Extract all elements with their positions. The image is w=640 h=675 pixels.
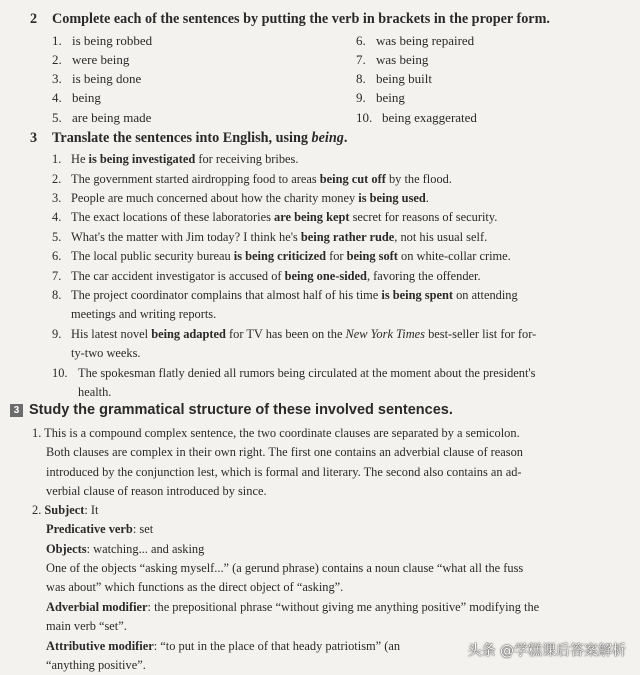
study-section-heading: 3 Study the grammatical structure of these involved sentences. bbox=[10, 402, 453, 418]
explanation-line: was about” which functions as the direct object of “asking”. bbox=[46, 580, 344, 594]
heading-text: Complete each of the sentences by putting the verb in brackets in the proper form. bbox=[52, 11, 550, 27]
translation-item: 9. His latest novel being adapted for TV has been on the New York Times best-seller list for for- ty-two weeks. bbox=[52, 327, 537, 360]
answer-item: 6. was being repaired bbox=[356, 33, 475, 48]
answer-item: 9. being bbox=[356, 90, 405, 105]
answer-item: 5. are being made bbox=[52, 110, 152, 125]
answer-item: 4. being bbox=[52, 90, 101, 105]
section-3-heading: 3 Translate the sentences into English, using being. bbox=[30, 130, 348, 146]
section-number: 2 bbox=[30, 11, 38, 27]
objects-line: Objects: watching... and asking bbox=[46, 542, 205, 556]
translation-item: 4. The exact locations of these laboratories are being kept secret for reasons of security. bbox=[52, 210, 498, 224]
answer-item: 3. is being done bbox=[52, 71, 142, 86]
answer-item: 1. is being robbed bbox=[52, 33, 153, 48]
explanation-line: introduced by the conjunction lest, which is formal and literary. The second also contains an ad- bbox=[46, 465, 522, 479]
explanation-line: 1. This is a compound complex sentence, the two coordinate clauses are separated by a semicolon. bbox=[32, 426, 520, 440]
explanation-line: One of the objects “asking myself...” (a gerund phrase) contains a noun clause “what all the fuss bbox=[46, 561, 524, 575]
answer-item: 2. were being bbox=[52, 52, 130, 67]
section-badge: 3 bbox=[10, 404, 23, 417]
explanation-line: main verb “set”. bbox=[46, 619, 127, 633]
translation-item: 5. What's the matter with Jim today? I think he's being rather rude, not his usual self. bbox=[52, 230, 488, 244]
translation-item: 3. People are much concerned about how the charity money is being used. bbox=[52, 191, 429, 205]
answer-item: 7. was being bbox=[356, 52, 429, 67]
section-2-heading bbox=[30, 11, 550, 28]
translation-item: 8. The project coordinator complains that almost half of his time is being spent on attending meetings and writing reports. bbox=[52, 288, 518, 321]
subject-line: 2. Subject: It bbox=[32, 503, 99, 517]
answer-item: 8. being built bbox=[356, 71, 432, 86]
explanation-line: “anything positive”. bbox=[46, 658, 146, 672]
explanation-line: Both clauses are complex in their own right. The first one contains an adverbial clause of reason bbox=[46, 445, 524, 459]
adverbial-line: Adverbial modifier: the prepositional phrase “without giving me anything positive” modifying the bbox=[46, 600, 540, 614]
section-number: 3 bbox=[30, 130, 38, 146]
translation-item: 7. The car accident investigator is accused of being one-sided, favoring the offender. bbox=[52, 269, 481, 283]
answer-item: 10. being exaggerated bbox=[356, 110, 477, 125]
explanation-line: verbial clause of reason introduced by since. bbox=[46, 484, 267, 498]
translation-item: 10. The spokesman flatly denied all rumors being circulated at the moment about the president's health. bbox=[52, 366, 536, 399]
translation-item: 6. The local public security bureau is being criticized for being soft on white-collar crime. bbox=[52, 249, 511, 263]
translation-item: 2. The government started airdropping food to areas being cut off by the flood. bbox=[52, 172, 452, 186]
watermark: 头条 @学糕课后答案解析 bbox=[467, 643, 626, 659]
translation-item: 1. He is being investigated for receiving bribes. bbox=[52, 152, 299, 166]
attributive-line: Attributive modifier: “to put in the place of that heady patriotism” (an bbox=[46, 639, 401, 653]
predicative-line: Predicative verb: set bbox=[46, 522, 154, 536]
